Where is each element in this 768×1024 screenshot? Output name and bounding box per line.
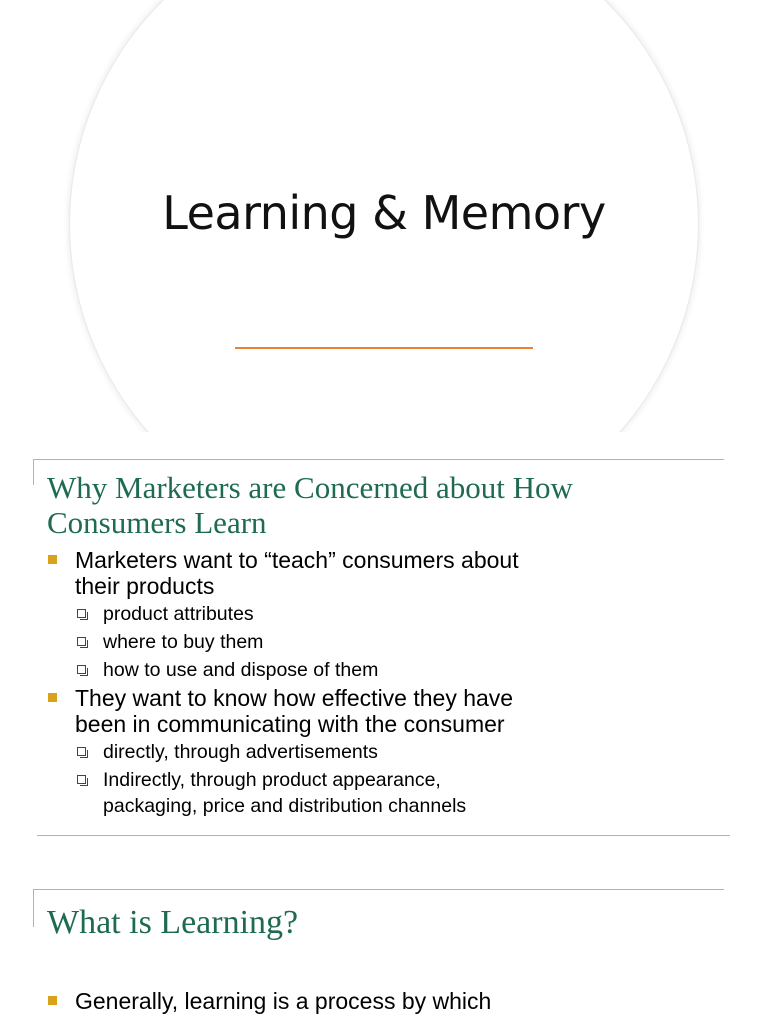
bullet-text-line: Generally, learning is a process by which (75, 988, 492, 1014)
sub-bullet-text: Indirectly, through product appearance, (103, 769, 441, 791)
sub-bullet-item (48, 767, 748, 819)
square-bullet-icon (48, 693, 57, 702)
why-marketers-slide (0, 432, 768, 872)
hollow-square-bullet-icon (77, 665, 86, 674)
sub-bullet-item (48, 629, 748, 655)
hollow-square-bullet-icon (77, 775, 86, 784)
slide-frame-left-line (33, 459, 34, 485)
bullet-text-line: been in communicating with the consumer (75, 711, 505, 737)
slide-heading: What is Learning? (47, 904, 299, 941)
bullet-item (48, 685, 748, 737)
bullet-text-line: Marketers want to “teach” consumers about (75, 547, 519, 573)
bullet-list (48, 547, 748, 821)
slide-heading-line-2: Consumers Learn (47, 505, 267, 540)
bullet-item (48, 988, 748, 1014)
slide-frame-left-line (33, 889, 34, 927)
slide-title: Learning & Memory (162, 186, 606, 240)
slide-heading-line-1: Why Marketers are Concerned about How (47, 470, 573, 505)
sub-bullet-text: directly, through advertisements (103, 741, 378, 763)
sub-bullet-text: how to use and dispose of them (103, 659, 379, 681)
title-slide (0, 0, 768, 432)
what-is-learning-slide (0, 872, 768, 1024)
slide-bottom-rule (37, 835, 730, 836)
sub-bullet-text: product attributes (103, 603, 254, 625)
sub-bullet-item (48, 657, 748, 683)
hollow-square-bullet-icon (77, 747, 86, 756)
sub-bullet-item (48, 601, 748, 627)
sub-bullet-text: where to buy them (103, 631, 264, 653)
hollow-square-bullet-icon (77, 637, 86, 646)
bullet-item (48, 547, 748, 599)
slide-frame-top-line (33, 459, 724, 460)
title-underline-rule (235, 347, 533, 349)
sub-bullet-text: packaging, price and distribution channels (103, 795, 467, 817)
square-bullet-icon (48, 555, 57, 564)
sub-bullet-item (48, 739, 748, 765)
slide-frame-top-line (33, 889, 724, 890)
bullet-list (48, 988, 748, 1016)
hollow-square-bullet-icon (77, 609, 86, 618)
bullet-text-line: their products (75, 573, 215, 599)
bullet-text-line: They want to know how effective they have (75, 685, 514, 711)
square-bullet-icon (48, 996, 57, 1005)
